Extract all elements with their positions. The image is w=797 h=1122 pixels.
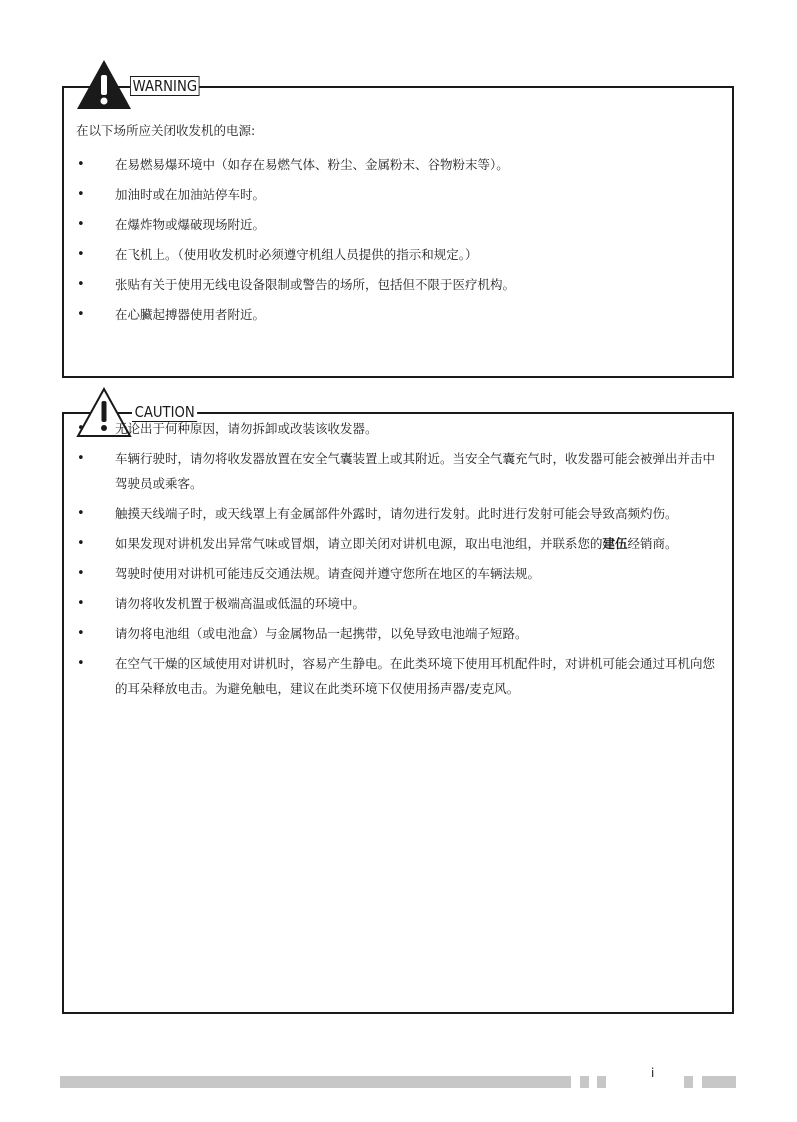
caution-title: CAUTION xyxy=(132,403,197,422)
list-item: • 无论出于何种原因，请勿拆卸或改装该收发器。 xyxy=(64,416,732,441)
list-item: • 在爆炸物或爆破现场附近。 xyxy=(64,212,732,237)
bullet: • xyxy=(77,421,85,436)
footer-bar-block xyxy=(684,1076,693,1088)
list-item: • 在易燃易爆环境中（如存在易燃气体、粉尘、金属粉末、谷物粉末等）。 xyxy=(64,152,732,177)
caution-list xyxy=(64,416,732,706)
bullet: • xyxy=(77,656,85,671)
bullet: • xyxy=(77,187,85,202)
bullet: • xyxy=(77,506,85,521)
page-number: i xyxy=(651,1066,655,1080)
bullet: • xyxy=(77,277,85,292)
list-item: • 如果发现对讲机发出异常气味或冒烟，请立即关闭对讲机电源，取出电池组，并联系您的建伍经销商。 xyxy=(64,531,732,556)
list-item: • 车辆行驶时，请勿将收发器放置在安全气囊装置上或其附近。当安全气囊充气时，收发器可能会被弹出并击中驾驶员或乘客。 xyxy=(64,446,732,496)
footer-bar-long xyxy=(60,1076,571,1088)
list-item: • 驾驶时使用对讲机可能违反交通法规。请查阅并遵守您所在地区的车辆法规。 xyxy=(64,561,732,586)
list-item: • 在空气干燥的区域使用对讲机时，容易产生静电。在此类环境下使用耳机配件时，对讲机可能会通过耳机向您的耳朵释放电击。为避免触电，建议在此类环境下仅使用扬声器/麦克风。 xyxy=(64,651,732,701)
warning-box xyxy=(62,77,734,378)
bullet: • xyxy=(77,596,85,611)
bullet: • xyxy=(77,157,85,172)
caution-box xyxy=(62,403,734,1014)
bullet: • xyxy=(77,217,85,232)
list-item: • 请勿将收发机置于极端高温或低温的环境中。 xyxy=(64,591,732,616)
list-item: • 请勿将电池组（或电池盒）与金属物品一起携带，以免导致电池端子短路。 xyxy=(64,621,732,646)
list-item: • 在飞机上。（使用收发机时必须遵守机组人员提供的指示和规定。） xyxy=(64,242,732,267)
footer-bar-short xyxy=(702,1076,736,1088)
warning-title: WARNING xyxy=(130,76,200,96)
bullet: • xyxy=(77,536,85,551)
footer-bar-block xyxy=(597,1076,606,1088)
warning-icon xyxy=(74,58,134,112)
brand-name: 建伍 xyxy=(602,536,628,551)
warning-list xyxy=(64,152,732,332)
list-item: • 触摸天线端子时，或天线罩上有金属部件外露时，请勿进行发射。此时进行发射可能会导致高频灼伤。 xyxy=(64,501,732,526)
bullet: • xyxy=(77,451,85,466)
bullet: • xyxy=(77,566,85,581)
footer-bar-block xyxy=(580,1076,589,1088)
list-item: • 张贴有关于使用无线电设备限制或警告的场所，包括但不限于医疗机构。 xyxy=(64,272,732,297)
bullet: • xyxy=(77,247,85,262)
list-item: • 加油时或在加油站停车时。 xyxy=(64,182,732,207)
warning-intro: 在以下场所应关闭收发机的电源: xyxy=(76,123,256,138)
bullet: • xyxy=(77,626,85,641)
list-item: • 在心臟起搏器使用者附近。 xyxy=(64,302,732,327)
bullet: • xyxy=(77,307,85,322)
